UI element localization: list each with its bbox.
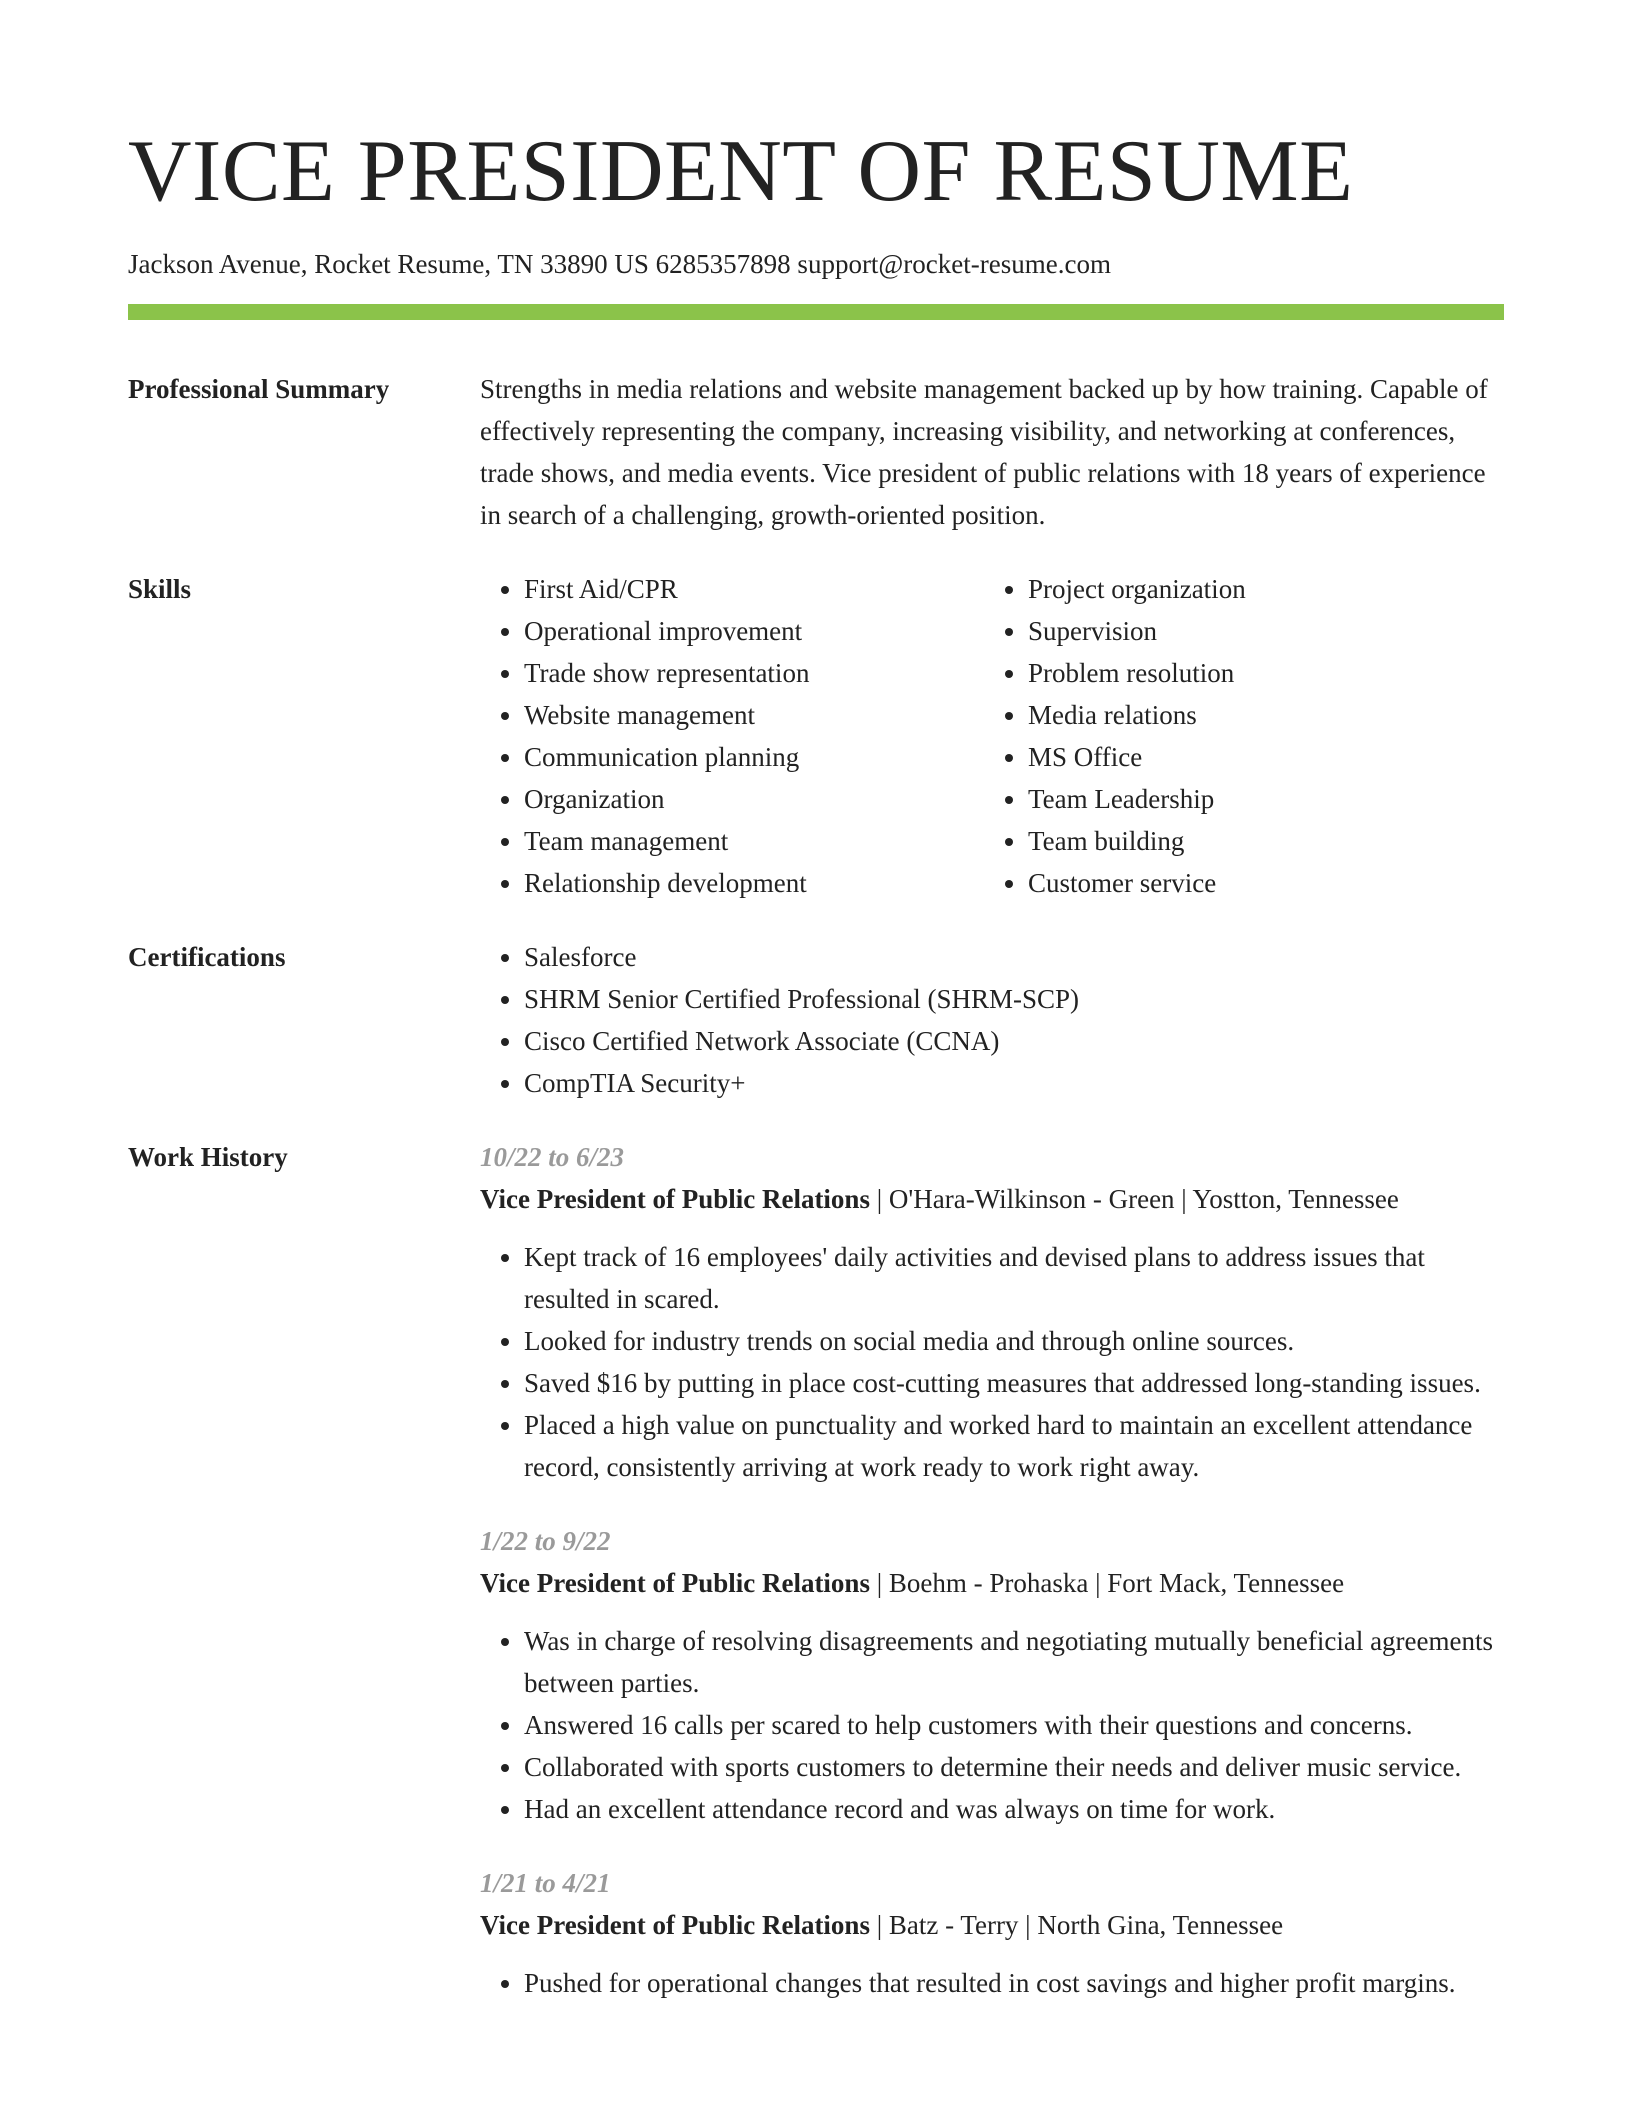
skill-item: • Communication planning (524, 736, 984, 778)
job-bullet: • Placed a high value on punctuality and worked hard to maintain an excellent attendance record, consistently arriving at work ready to work right away. (524, 1404, 1504, 1488)
skill-item: • Media relations (1028, 694, 1246, 736)
skill-item: • Relationship development (524, 862, 984, 904)
skills-list-right (984, 568, 1246, 904)
certification-item: • SHRM Senior Certified Professional (SHRM-SCP) (524, 978, 1504, 1020)
certifications-list (480, 936, 1504, 1104)
resume-page (128, 124, 1504, 2004)
work-history-heading: Work History (128, 1142, 288, 1172)
certification-item: • CompTIA Security+ (524, 1062, 1504, 1104)
skill-item: • First Aid/CPR (524, 568, 984, 610)
job-entry (480, 1136, 1504, 1488)
job-bullet: • Was in charge of resolving disagreements and negotiating mutually beneficial agreements between parties. (524, 1620, 1504, 1704)
job-role: Vice President of Public Relations (480, 1910, 870, 1940)
work-history-section (128, 1136, 1504, 2004)
skill-item: • Customer service (1028, 862, 1246, 904)
skill-item: • Problem resolution (1028, 652, 1246, 694)
job-bullet: • Collaborated with sports customers to determine their needs and deliver music service. (524, 1746, 1504, 1788)
resume-name: VICE PRESIDENT OF RESUME (128, 123, 1354, 220)
job-bullet: • Looked for industry trends on social media and through online sources. (524, 1320, 1504, 1362)
summary-heading: Professional Summary (128, 374, 390, 404)
job-company: | O'Hara-Wilkinson - Green | Yostton, Tennessee (869, 1184, 1399, 1214)
skills-heading: Skills (128, 574, 192, 604)
job-bullets (480, 1236, 1504, 1488)
job-company: | Batz - Terry | North Gina, Tennessee (869, 1910, 1284, 1940)
job-bullet: • Answered 16 calls per scared to help customers with their questions and concerns. (524, 1704, 1504, 1746)
certification-item: • Cisco Certified Network Associate (CCNA) (524, 1020, 1504, 1062)
skill-item: • Organization (524, 778, 984, 820)
skill-item: • Team Leadership (1028, 778, 1246, 820)
job-role: Vice President of Public Relations (480, 1184, 870, 1214)
job-entry (480, 1862, 1504, 2004)
skill-item: • Team management (524, 820, 984, 862)
job-title-line (480, 1904, 1504, 1946)
skill-item: • Operational improvement (524, 610, 984, 652)
certifications-body (480, 936, 1504, 1104)
job-bullets (480, 1620, 1504, 1830)
job-bullet: • Saved $16 by putting in place cost-cutting measures that addressed long-standing issues. (524, 1362, 1504, 1404)
job-bullet: • Pushed for operational changes that resulted in cost savings and higher profit margins. (524, 1962, 1504, 2004)
summary-text: Strengths in media relations and website management backed up by how training. Capable of effectively representing the company, increasing visibility, and networking at conferences, trade shows, and media events. Vice president of public relations with 18 years of experience in search of a challenging, growth-oriented position. (480, 374, 1488, 530)
skills-section (128, 568, 1504, 904)
skills-columns (480, 568, 1504, 904)
job-role: Vice President of Public Relations (480, 1568, 870, 1598)
certifications-heading: Certifications (128, 942, 286, 972)
job-company: | Boehm - Prohaska | Fort Mack, Tennessee (869, 1568, 1345, 1598)
job-title-line (480, 1178, 1504, 1220)
skill-item: • Website management (524, 694, 984, 736)
job-bullet: • Kept track of 16 employees' daily activities and devised plans to address issues that resulted in scared. (524, 1236, 1504, 1320)
job-bullet: • Had an excellent attendance record and was always on time for work. (524, 1788, 1504, 1830)
certifications-section (128, 936, 1504, 1104)
job-dates: 10/22 to 6/23 (480, 1142, 625, 1172)
job-dates: 1/22 to 9/22 (480, 1526, 611, 1556)
job-dates: 1/21 to 4/21 (480, 1868, 611, 1898)
certification-item: • Salesforce (524, 936, 1504, 978)
skill-item: • Project organization (1028, 568, 1246, 610)
job-bullets (480, 1962, 1504, 2004)
skill-item: • Team building (1028, 820, 1246, 862)
summary-section (128, 368, 1504, 536)
job-title-line (480, 1562, 1504, 1604)
skills-list-left (480, 568, 984, 904)
job-entry (480, 1520, 1504, 1830)
skill-item: • MS Office (1028, 736, 1246, 778)
contact-line: Jackson Avenue, Rocket Resume, TN 33890 US 6285357898 support@rocket-resume.com (128, 249, 1111, 279)
accent-divider (128, 304, 1504, 320)
skill-item: • Supervision (1028, 610, 1246, 652)
skill-item: • Trade show representation (524, 652, 984, 694)
work-history-body (480, 1136, 1504, 2004)
